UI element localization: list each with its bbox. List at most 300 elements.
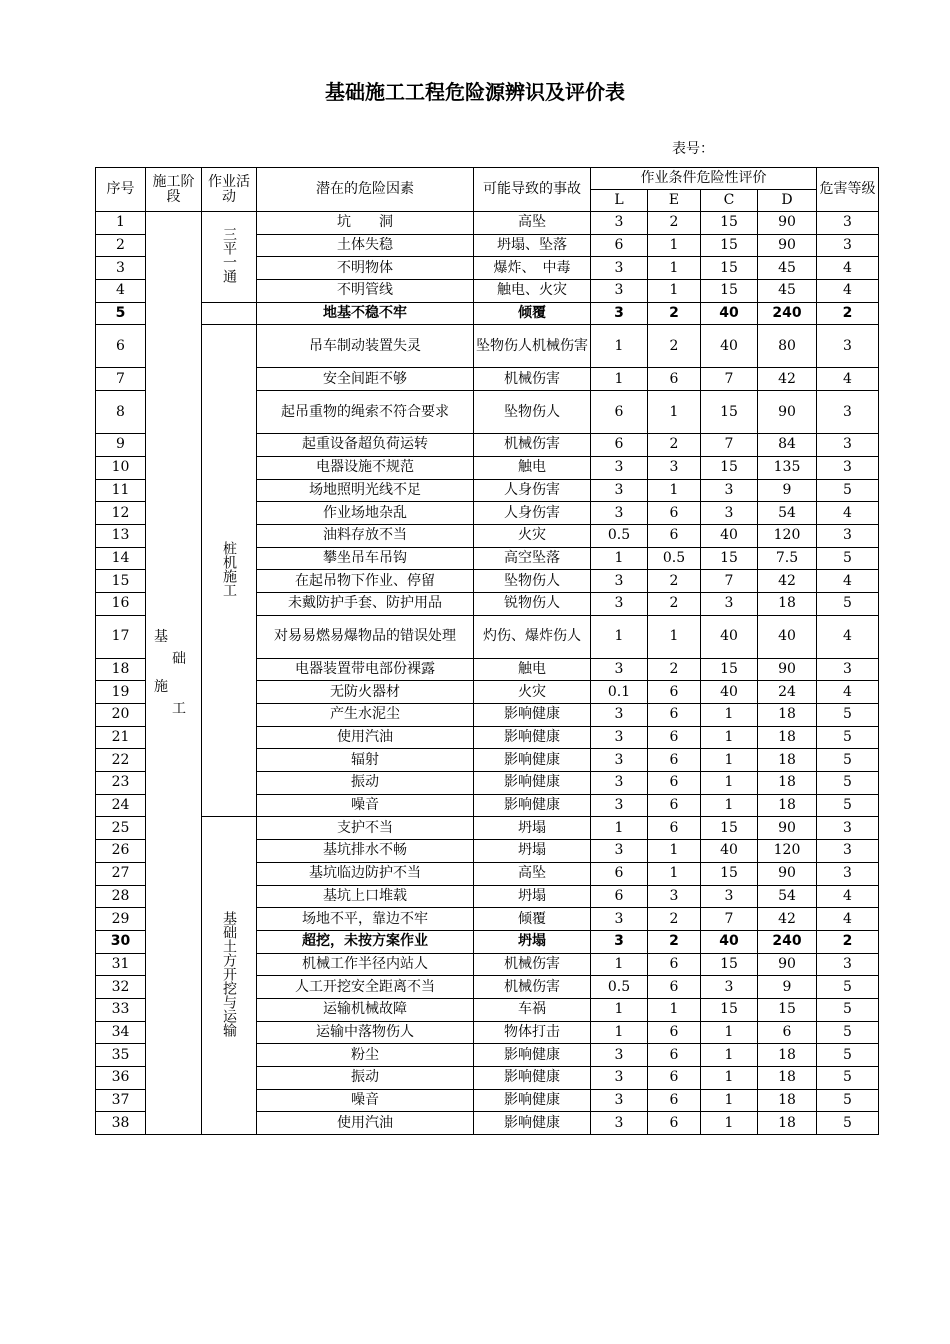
- hazard-cell: 对易易燃易爆物品的错误处理: [257, 615, 474, 658]
- level-cell: 2: [817, 930, 879, 953]
- seq-cell: 25: [96, 817, 146, 840]
- header-L: L: [591, 190, 648, 212]
- header-hazard: 潜在的危险因素: [257, 168, 474, 212]
- hazard-cell: 油料存放不当: [257, 524, 474, 547]
- E-cell: 6: [648, 1021, 701, 1044]
- level-cell: 3: [817, 658, 879, 681]
- seq-cell: 4: [96, 280, 146, 303]
- L-cell: 3: [591, 749, 648, 772]
- C-cell: 15: [701, 862, 758, 885]
- seq-cell: 37: [96, 1089, 146, 1112]
- seq-cell: 17: [96, 615, 146, 658]
- E-cell: 1: [648, 234, 701, 257]
- D-cell: 90: [758, 391, 817, 434]
- activity-cell: [202, 302, 257, 325]
- accident-cell: 爆炸、 中毒: [474, 257, 591, 280]
- C-cell: 3: [701, 592, 758, 615]
- accident-cell: 人身伤害: [474, 502, 591, 525]
- level-cell: 4: [817, 502, 879, 525]
- hazard-cell: 振动: [257, 772, 474, 795]
- C-cell: 15: [701, 998, 758, 1021]
- level-cell: 5: [817, 1067, 879, 1090]
- level-cell: 5: [817, 749, 879, 772]
- E-cell: 6: [648, 502, 701, 525]
- C-cell: 15: [701, 391, 758, 434]
- C-cell: 1: [701, 772, 758, 795]
- level-cell: 3: [817, 434, 879, 457]
- L-cell: 3: [591, 840, 648, 863]
- E-cell: 6: [648, 1067, 701, 1090]
- D-cell: 18: [758, 1112, 817, 1135]
- level-cell: 4: [817, 368, 879, 391]
- hazard-cell: 未戴防护手套、防护用品: [257, 592, 474, 615]
- C-cell: 15: [701, 817, 758, 840]
- L-cell: 6: [591, 391, 648, 434]
- seq-cell: 24: [96, 794, 146, 817]
- accident-cell: 高坠: [474, 862, 591, 885]
- level-cell: 5: [817, 794, 879, 817]
- accident-cell: 火灾: [474, 524, 591, 547]
- accident-cell: 坠物伤人机械伤害: [474, 325, 591, 368]
- hazard-cell: 粉尘: [257, 1044, 474, 1067]
- D-cell: 18: [758, 794, 817, 817]
- C-cell: 15: [701, 547, 758, 570]
- level-cell: 3: [817, 817, 879, 840]
- seq-cell: 32: [96, 976, 146, 999]
- hazard-cell: 运输中落物伤人: [257, 1021, 474, 1044]
- E-cell: 1: [648, 862, 701, 885]
- L-cell: 6: [591, 434, 648, 457]
- E-cell: 1: [648, 998, 701, 1021]
- accident-cell: 机械伤害: [474, 976, 591, 999]
- seq-cell: 13: [96, 524, 146, 547]
- C-cell: 1: [701, 749, 758, 772]
- accident-cell: 机械伤害: [474, 434, 591, 457]
- accident-cell: 影响健康: [474, 1067, 591, 1090]
- level-cell: 4: [817, 681, 879, 704]
- level-cell: 4: [817, 280, 879, 303]
- L-cell: 1: [591, 325, 648, 368]
- level-cell: 3: [817, 524, 879, 547]
- D-cell: 90: [758, 234, 817, 257]
- phase-cell: [146, 212, 202, 1135]
- D-cell: 80: [758, 325, 817, 368]
- seq-cell: 16: [96, 592, 146, 615]
- seq-cell: 12: [96, 502, 146, 525]
- D-cell: 7.5: [758, 547, 817, 570]
- L-cell: 3: [591, 1089, 648, 1112]
- C-cell: 1: [701, 1067, 758, 1090]
- L-cell: 3: [591, 592, 648, 615]
- accident-cell: 机械伤害: [474, 953, 591, 976]
- E-cell: 1: [648, 840, 701, 863]
- level-cell: 5: [817, 1112, 879, 1135]
- page-title: 基础施工工程危险源辨识及评价表: [325, 80, 625, 104]
- hazard-cell: 基坑临边防护不当: [257, 862, 474, 885]
- E-cell: 6: [648, 749, 701, 772]
- E-cell: 1: [648, 280, 701, 303]
- accident-cell: 锐物伤人: [474, 592, 591, 615]
- hazard-cell: 基坑排水不畅: [257, 840, 474, 863]
- level-cell: 3: [817, 325, 879, 368]
- C-cell: 1: [701, 1089, 758, 1112]
- E-cell: 6: [648, 726, 701, 749]
- seq-cell: 38: [96, 1112, 146, 1135]
- L-cell: 3: [591, 794, 648, 817]
- seq-cell: 15: [96, 570, 146, 593]
- D-cell: 18: [758, 749, 817, 772]
- E-cell: 6: [648, 817, 701, 840]
- E-cell: 2: [648, 570, 701, 593]
- seq-cell: 26: [96, 840, 146, 863]
- L-cell: 3: [591, 212, 648, 235]
- level-cell: 5: [817, 726, 879, 749]
- accident-cell: 影响健康: [474, 1044, 591, 1067]
- D-cell: 120: [758, 840, 817, 863]
- level-cell: 4: [817, 885, 879, 908]
- C-cell: 40: [701, 615, 758, 658]
- accident-cell: 影响健康: [474, 1112, 591, 1135]
- L-cell: 1: [591, 1021, 648, 1044]
- seq-cell: 10: [96, 456, 146, 479]
- level-cell: 3: [817, 840, 879, 863]
- level-cell: 4: [817, 570, 879, 593]
- activity-cell: [202, 817, 257, 1135]
- C-cell: 40: [701, 524, 758, 547]
- seq-cell: 19: [96, 681, 146, 704]
- L-cell: 1: [591, 953, 648, 976]
- D-cell: 84: [758, 434, 817, 457]
- C-cell: 15: [701, 658, 758, 681]
- accident-cell: 灼伤、爆炸伤人: [474, 615, 591, 658]
- header-accident: 可能导致的事故: [474, 168, 591, 212]
- seq-cell: 18: [96, 658, 146, 681]
- D-cell: 54: [758, 885, 817, 908]
- phase-label-char: 施: [154, 679, 168, 696]
- hazard-cell: 起重设备超负荷运转: [257, 434, 474, 457]
- E-cell: 6: [648, 704, 701, 727]
- E-cell: 2: [648, 434, 701, 457]
- seq-cell: 20: [96, 704, 146, 727]
- hazard-cell: 振动: [257, 1067, 474, 1090]
- L-cell: 3: [591, 1112, 648, 1135]
- accident-cell: 坍塌: [474, 817, 591, 840]
- D-cell: 90: [758, 953, 817, 976]
- seq-cell: 33: [96, 998, 146, 1021]
- accident-cell: 倾覆: [474, 302, 591, 325]
- D-cell: 18: [758, 592, 817, 615]
- seq-cell: 31: [96, 953, 146, 976]
- header-seq: 序号: [96, 168, 146, 212]
- header-eval-group: 作业条件危险性评价: [591, 168, 817, 190]
- E-cell: 1: [648, 615, 701, 658]
- E-cell: 2: [648, 592, 701, 615]
- level-cell: 2: [817, 302, 879, 325]
- E-cell: 6: [648, 1089, 701, 1112]
- accident-cell: 影响健康: [474, 794, 591, 817]
- level-cell: 5: [817, 704, 879, 727]
- C-cell: 15: [701, 212, 758, 235]
- D-cell: 90: [758, 658, 817, 681]
- seq-cell: 2: [96, 234, 146, 257]
- phase-label-char: 工: [172, 701, 186, 718]
- hazard-cell: 场地照明光线不足: [257, 479, 474, 502]
- L-cell: 0.5: [591, 976, 648, 999]
- header-C: C: [701, 190, 758, 212]
- hazard-cell: 基坑上口堆载: [257, 885, 474, 908]
- L-cell: 3: [591, 726, 648, 749]
- hazard-cell: 人工开挖安全距离不当: [257, 976, 474, 999]
- C-cell: 15: [701, 257, 758, 280]
- seq-cell: 22: [96, 749, 146, 772]
- D-cell: 90: [758, 817, 817, 840]
- L-cell: 6: [591, 234, 648, 257]
- phase-label-char: 基: [154, 629, 168, 646]
- seq-cell: 30: [96, 930, 146, 953]
- C-cell: 15: [701, 280, 758, 303]
- level-cell: 5: [817, 479, 879, 502]
- accident-cell: 影响健康: [474, 726, 591, 749]
- D-cell: 42: [758, 570, 817, 593]
- seq-cell: 29: [96, 908, 146, 931]
- C-cell: 40: [701, 325, 758, 368]
- hazard-cell: 电器设施不规范: [257, 456, 474, 479]
- header-phase: 施工阶段: [146, 168, 202, 212]
- accident-cell: 触电: [474, 658, 591, 681]
- hazard-cell: 使用汽油: [257, 1112, 474, 1135]
- E-cell: 6: [648, 681, 701, 704]
- accident-cell: 高空坠落: [474, 547, 591, 570]
- L-cell: 1: [591, 998, 648, 1021]
- C-cell: 15: [701, 953, 758, 976]
- L-cell: 3: [591, 704, 648, 727]
- D-cell: 40: [758, 615, 817, 658]
- L-cell: 3: [591, 456, 648, 479]
- E-cell: 6: [648, 1044, 701, 1067]
- E-cell: 6: [648, 524, 701, 547]
- activity-cell: [202, 212, 257, 303]
- D-cell: 15: [758, 998, 817, 1021]
- hazard-cell: 超挖，未按方案作业: [257, 930, 474, 953]
- header-activity: 作业活动: [202, 168, 257, 212]
- hazard-cell: 地基不稳不牢: [257, 302, 474, 325]
- table-row: [96, 325, 879, 368]
- hazard-cell: 产生水泥尘: [257, 704, 474, 727]
- level-cell: 5: [817, 772, 879, 795]
- D-cell: 18: [758, 704, 817, 727]
- L-cell: 3: [591, 502, 648, 525]
- table-row: [96, 212, 879, 235]
- C-cell: 3: [701, 479, 758, 502]
- hazard-cell: 在起吊物下作业、停留: [257, 570, 474, 593]
- seq-cell: 11: [96, 479, 146, 502]
- level-cell: 5: [817, 976, 879, 999]
- seq-cell: 28: [96, 885, 146, 908]
- seq-cell: 5: [96, 302, 146, 325]
- accident-cell: 倾覆: [474, 908, 591, 931]
- level-cell: 5: [817, 998, 879, 1021]
- E-cell: 1: [648, 391, 701, 434]
- C-cell: 3: [701, 885, 758, 908]
- C-cell: 40: [701, 302, 758, 325]
- level-cell: 3: [817, 234, 879, 257]
- C-cell: 40: [701, 840, 758, 863]
- E-cell: 2: [648, 658, 701, 681]
- hazard-cell: 噪音: [257, 794, 474, 817]
- D-cell: 42: [758, 908, 817, 931]
- hazard-cell: 不明管线: [257, 280, 474, 303]
- level-cell: 5: [817, 1044, 879, 1067]
- activity-cell: [202, 325, 257, 817]
- D-cell: 24: [758, 681, 817, 704]
- C-cell: 3: [701, 976, 758, 999]
- accident-cell: 人身伤害: [474, 479, 591, 502]
- C-cell: 3: [701, 502, 758, 525]
- C-cell: 1: [701, 794, 758, 817]
- D-cell: 135: [758, 456, 817, 479]
- accident-cell: 触电、火灾: [474, 280, 591, 303]
- D-cell: 18: [758, 1044, 817, 1067]
- C-cell: 15: [701, 234, 758, 257]
- seq-cell: 14: [96, 547, 146, 570]
- accident-cell: 机械伤害: [474, 368, 591, 391]
- E-cell: 6: [648, 368, 701, 391]
- hazard-cell: 吊车制动装置失灵: [257, 325, 474, 368]
- activity-label: 三平一通: [221, 226, 237, 283]
- L-cell: 0.5: [591, 524, 648, 547]
- D-cell: 45: [758, 280, 817, 303]
- C-cell: 40: [701, 681, 758, 704]
- seq-cell: 34: [96, 1021, 146, 1044]
- D-cell: 90: [758, 862, 817, 885]
- D-cell: 45: [758, 257, 817, 280]
- hazard-cell: 攀坐吊车吊钩: [257, 547, 474, 570]
- E-cell: 6: [648, 976, 701, 999]
- L-cell: 0.1: [591, 681, 648, 704]
- L-cell: 3: [591, 772, 648, 795]
- E-cell: 6: [648, 794, 701, 817]
- hazard-cell: 支护不当: [257, 817, 474, 840]
- E-cell: 2: [648, 908, 701, 931]
- hazard-cell: 无防火器材: [257, 681, 474, 704]
- accident-cell: 影响健康: [474, 749, 591, 772]
- C-cell: 7: [701, 570, 758, 593]
- E-cell: 0.5: [648, 547, 701, 570]
- C-cell: 7: [701, 908, 758, 931]
- C-cell: 1: [701, 1044, 758, 1067]
- E-cell: 6: [648, 1112, 701, 1135]
- hazard-cell: 土体失稳: [257, 234, 474, 257]
- E-cell: 1: [648, 257, 701, 280]
- L-cell: 3: [591, 1067, 648, 1090]
- activity-label: 基础土方开挖与运输: [221, 910, 237, 1037]
- accident-cell: 坍塌、坠落: [474, 234, 591, 257]
- accident-cell: 坍塌: [474, 840, 591, 863]
- table-row: [96, 302, 879, 325]
- L-cell: 3: [591, 908, 648, 931]
- seq-cell: 3: [96, 257, 146, 280]
- seq-cell: 9: [96, 434, 146, 457]
- level-cell: 5: [817, 1089, 879, 1112]
- seq-cell: 8: [96, 391, 146, 434]
- E-cell: 2: [648, 302, 701, 325]
- form-number-label: 表号：: [672, 141, 714, 157]
- D-cell: 42: [758, 368, 817, 391]
- L-cell: 3: [591, 302, 648, 325]
- accident-cell: 车祸: [474, 998, 591, 1021]
- phase-label-char: 础: [172, 651, 186, 668]
- hazard-cell: 不明物体: [257, 257, 474, 280]
- hazard-cell: 使用汽油: [257, 726, 474, 749]
- E-cell: 2: [648, 930, 701, 953]
- hazard-cell: 运输机械故障: [257, 998, 474, 1021]
- D-cell: 18: [758, 1089, 817, 1112]
- D-cell: 9: [758, 976, 817, 999]
- L-cell: 3: [591, 280, 648, 303]
- seq-cell: 1: [96, 212, 146, 235]
- hazard-table: [95, 167, 879, 1135]
- seq-cell: 23: [96, 772, 146, 795]
- accident-cell: 坠物伤人: [474, 391, 591, 434]
- seq-cell: 21: [96, 726, 146, 749]
- accident-cell: 火灾: [474, 681, 591, 704]
- header-E: E: [648, 190, 701, 212]
- D-cell: 6: [758, 1021, 817, 1044]
- level-cell: 3: [817, 953, 879, 976]
- hazard-cell: 电器装置带电部份裸露: [257, 658, 474, 681]
- header-level: 危害等级: [817, 168, 879, 212]
- D-cell: 240: [758, 930, 817, 953]
- seq-cell: 27: [96, 862, 146, 885]
- C-cell: 1: [701, 726, 758, 749]
- C-cell: 7: [701, 368, 758, 391]
- L-cell: 1: [591, 547, 648, 570]
- D-cell: 120: [758, 524, 817, 547]
- hazard-cell: 起吊重物的绳索不符合要求: [257, 391, 474, 434]
- L-cell: 6: [591, 885, 648, 908]
- E-cell: 2: [648, 212, 701, 235]
- D-cell: 18: [758, 772, 817, 795]
- C-cell: 15: [701, 456, 758, 479]
- accident-cell: 触电: [474, 456, 591, 479]
- C-cell: 40: [701, 930, 758, 953]
- seq-cell: 35: [96, 1044, 146, 1067]
- accident-cell: 坠物伤人: [474, 570, 591, 593]
- seq-cell: 7: [96, 368, 146, 391]
- level-cell: 3: [817, 862, 879, 885]
- D-cell: 18: [758, 726, 817, 749]
- table-row: [96, 817, 879, 840]
- L-cell: 3: [591, 1044, 648, 1067]
- L-cell: 1: [591, 817, 648, 840]
- E-cell: 3: [648, 456, 701, 479]
- hazard-cell: 辐射: [257, 749, 474, 772]
- L-cell: 3: [591, 257, 648, 280]
- accident-cell: 影响健康: [474, 704, 591, 727]
- C-cell: 7: [701, 434, 758, 457]
- L-cell: 3: [591, 570, 648, 593]
- level-cell: 4: [817, 908, 879, 931]
- C-cell: 1: [701, 704, 758, 727]
- E-cell: 2: [648, 325, 701, 368]
- D-cell: 9: [758, 479, 817, 502]
- L-cell: 3: [591, 930, 648, 953]
- L-cell: 3: [591, 479, 648, 502]
- E-cell: 3: [648, 885, 701, 908]
- D-cell: 54: [758, 502, 817, 525]
- L-cell: 1: [591, 615, 648, 658]
- hazard-cell: 坑 洞: [257, 212, 474, 235]
